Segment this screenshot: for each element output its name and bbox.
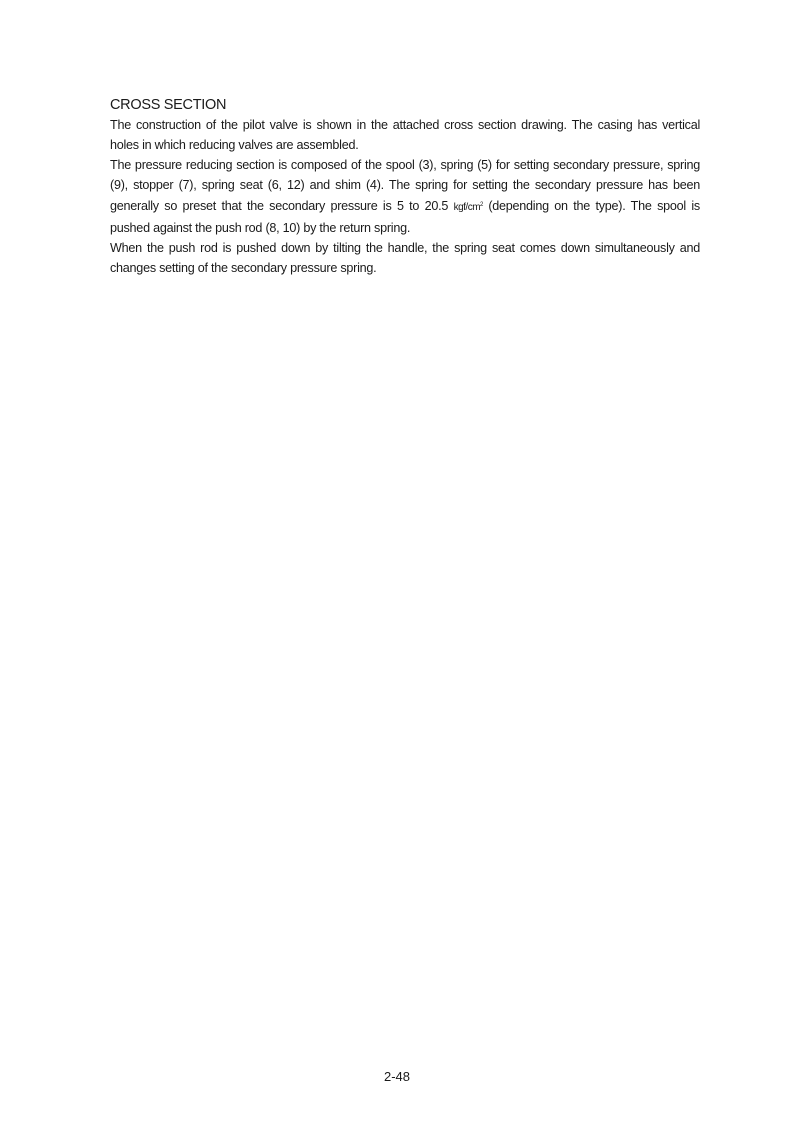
section-heading: CROSS SECTION (110, 97, 227, 113)
page-number: 2-48 (383, 1069, 411, 1084)
paragraph-pressure-reducing-tail: (depending on the type). The spool is pushed against the push rod (8, 10) by the return spring. (110, 199, 700, 235)
pressure-unit-exponent: 2 (480, 202, 483, 208)
paragraph-construction: The construction of the pilot valve is shown in the attached cross section drawing. The casing has vertical holes in which reducing valves are assembled. (110, 118, 700, 152)
pressure-unit (454, 202, 483, 213)
paragraph-pressure-reducing-text: The pressure reducing section is composed of the spool (3), spring (5) for setting secondary pressure, spring (9), stopper (7), spring seat (6, 12) and shim (4). The spring for setting the secondary pressure has been generally so preset that the secondary pressure is 5 to 20.5 (110, 158, 700, 213)
paragraph-push-rod: When the push rod is pushed down by tilting the handle, the spring seat comes down simultaneously and changes setting of the secondary pressure spring. (110, 241, 700, 275)
paragraph-pressure-reducing (110, 155, 700, 238)
section-body (110, 115, 700, 278)
pressure-unit-base: kgf/cm (453, 202, 481, 213)
